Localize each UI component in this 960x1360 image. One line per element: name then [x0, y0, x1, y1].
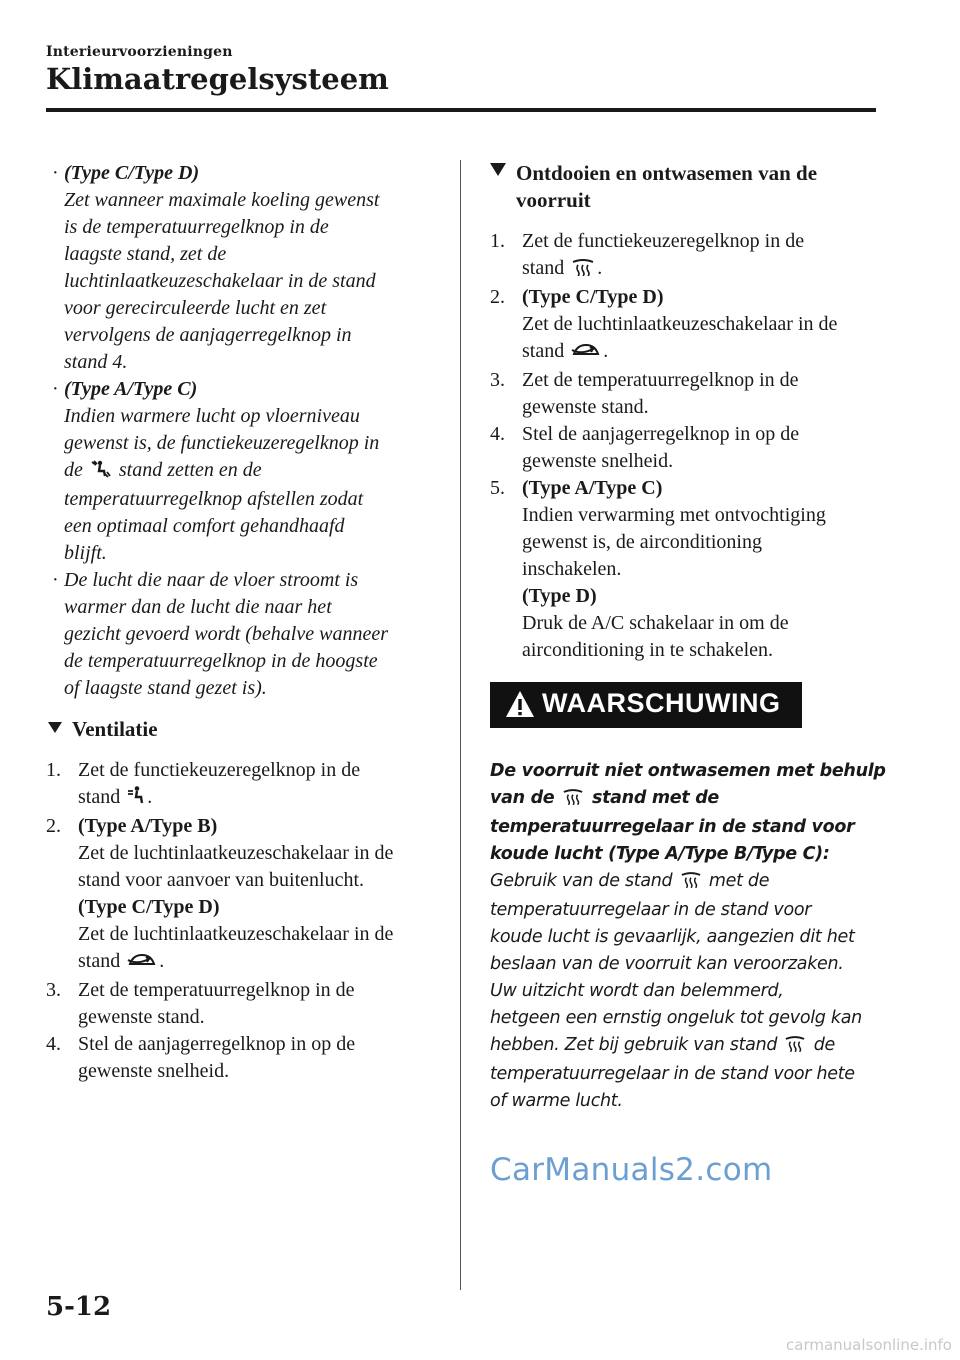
windshield-defrost-icon [784, 1034, 806, 1061]
warning-line [490, 1032, 890, 1061]
outside-air-mode-icon [571, 340, 601, 367]
bullet-dot: · [52, 162, 59, 184]
section-label: Interieurvoorzieningen [46, 44, 233, 60]
bullet-line: een optimaal comfort gehandhaafd [64, 515, 345, 537]
warning-line: koude lucht is gevaarlijk, aangezien dit het [490, 927, 855, 947]
step-line: airconditioning in te schakelen. [522, 639, 774, 661]
bullet-line: stand 4. [64, 351, 128, 373]
windshield-defrost-icon [571, 257, 595, 284]
text-fragment: . [147, 786, 153, 808]
bullet-line [64, 457, 441, 486]
warning-line: beslaan van de voorruit kan veroorzaken. [490, 954, 844, 974]
text-fragment: stand [78, 950, 121, 972]
warning-bold-line [490, 785, 890, 814]
text-fragment: . [603, 340, 609, 362]
right-column [490, 160, 890, 1115]
warning-banner [490, 682, 802, 728]
bullet-line: vervolgens de aanjagerregelknop in [64, 324, 352, 346]
page-title: Klimaatregelsysteem [46, 62, 389, 96]
step-item [46, 1031, 441, 1085]
step-item [490, 228, 890, 284]
warning-line [490, 868, 890, 897]
bullet-line: gezicht gevoerd wordt (behalve wanneer [64, 623, 388, 645]
warning-triangle-icon [504, 688, 536, 725]
step-line: gewenste stand. [522, 396, 649, 418]
bullet-line: de temperatuurregelknop in de hoogste [64, 650, 378, 672]
step-line [522, 338, 890, 367]
column-divider [460, 160, 461, 1290]
bullet-line: luchtinlaatkeuzeschakelaar in de stand [64, 270, 376, 292]
bullet-line: Zet wanneer maximale koeling gewenst [64, 189, 380, 211]
step-line [522, 255, 890, 284]
step-line: gewenste stand. [78, 1006, 205, 1028]
text-fragment: hebben. Zet bij gebruik van stand [490, 1035, 778, 1055]
bullet-line: voor gerecirculeerde lucht en zet [64, 297, 327, 319]
outside-air-mode-icon [127, 950, 157, 977]
text-fragment: de [813, 1035, 836, 1055]
step-line: Indien verwarming met ontvochtiging [522, 504, 826, 526]
bullet-item [46, 160, 441, 376]
step-line: Zet de functiekeuzeregelknop in de [78, 759, 361, 781]
step-subheading: (Type C/Type D) [522, 286, 664, 308]
text-fragment: . [597, 257, 603, 279]
step-line [78, 784, 441, 813]
section-heading-ventilation [46, 716, 441, 743]
step-number: 3. [46, 979, 61, 1001]
warning-label: WAARSCHUWING [542, 688, 781, 718]
warning-line: Uw uitzicht wordt dan belemmerd, [490, 981, 784, 1001]
step-line: Stel de aanjagerregelknop in op de [78, 1033, 356, 1055]
step-number: 4. [490, 423, 505, 445]
section-triangle-icon [490, 163, 506, 176]
left-column [46, 160, 441, 1085]
warning-line: hetgeen een ernstig ongeluk tot gevolg kan [490, 1008, 862, 1028]
section-heading-defrost [490, 160, 890, 214]
text-fragment: van de [490, 788, 555, 808]
step-line: Zet de luchtinlaatkeuzeschakelaar in de [78, 842, 394, 864]
windshield-defrost-icon [680, 870, 702, 897]
bullet-item [46, 376, 441, 567]
step-line: inschakelen. [522, 558, 622, 580]
bullet-line: blijft. [64, 542, 107, 564]
step-line [78, 948, 441, 977]
bullet-heading: (Type A/Type C) [64, 378, 198, 400]
step-item [490, 284, 890, 367]
watermark-logo: CarManuals2.com [490, 1152, 773, 1188]
text-fragment: de [64, 459, 83, 481]
bullet-line: of laagste stand gezet is). [64, 677, 267, 699]
bullet-line: Indien warmere lucht op vloerniveau [64, 405, 360, 427]
bullet-item [46, 567, 441, 702]
bullet-line: De lucht die naar de vloer stroomt is [64, 569, 359, 591]
step-line: Zet de temperatuurregelknop in de [522, 369, 799, 391]
warning-line: temperatuurregelaar in de stand voor [490, 900, 812, 920]
step-line: gewenste snelheid. [522, 450, 674, 472]
bullet-dot: · [52, 569, 59, 591]
text-fragment: stand met de [591, 788, 719, 808]
warning-line: temperatuurregelaar in de stand voor hete [490, 1064, 855, 1084]
section-triangle-icon [48, 722, 62, 733]
step-number: 3. [490, 369, 505, 391]
bullet-heading: (Type C/Type D) [64, 162, 200, 184]
warning-bold-line: temperatuurregelaar in de stand voor [490, 817, 855, 837]
step-line: gewenste snelheid. [78, 1060, 230, 1082]
step-item [490, 475, 890, 664]
section-title: Ventilatie [72, 717, 158, 741]
face-vent-mode-icon [127, 785, 145, 813]
warning-text [490, 758, 890, 1115]
text-fragment: stand [522, 340, 565, 362]
step-line: Zet de luchtinlaatkeuzeschakelaar in de [522, 313, 838, 335]
windshield-defrost-icon [562, 787, 584, 814]
step-item [490, 421, 890, 475]
bullet-line: warmer dan de lucht die naar het [64, 596, 332, 618]
page-number: 5-12 [46, 1292, 112, 1322]
text-fragment: stand [78, 786, 121, 808]
bullet-line: temperatuurregelknop afstellen zodat [64, 488, 364, 510]
text-fragment: met de [708, 871, 770, 891]
step-subheading: (Type A/Type B) [78, 815, 218, 837]
floor-defrost-mode-icon [90, 459, 112, 486]
bullet-line: gewenst is, de functiekeuzeregelknop in [64, 432, 380, 454]
warning-bold-line: koude lucht (Type A/Type B/Type C): [490, 844, 830, 864]
text-fragment: stand zetten en de [118, 459, 262, 481]
step-number: 1. [46, 759, 61, 781]
footer-watermark: carmanualsonline.info [786, 1336, 952, 1354]
warning-line: of warme lucht. [490, 1091, 623, 1111]
step-line: Druk de A/C schakelaar in om de [522, 612, 789, 634]
header-rule [46, 108, 876, 112]
step-number: 4. [46, 1033, 61, 1055]
step-subheading: (Type A/Type C) [522, 477, 663, 499]
step-number: 2. [46, 815, 61, 837]
text-fragment: Gebruik van de stand [490, 871, 673, 891]
section-title: voorruit [516, 188, 591, 212]
step-subheading: (Type D) [522, 585, 597, 607]
step-line: gewenst is, de airconditioning [522, 531, 762, 553]
step-line: Zet de luchtinlaatkeuzeschakelaar in de [78, 923, 394, 945]
warning-bold-line: De voorruit niet ontwasemen met behulp [490, 761, 886, 781]
step-number: 2. [490, 286, 505, 308]
step-list [46, 757, 441, 1085]
step-list [490, 228, 890, 664]
step-item [46, 977, 441, 1031]
bullet-dot: · [52, 378, 59, 400]
step-line: Zet de temperatuurregelknop in de [78, 979, 355, 1001]
step-line: Stel de aanjagerregelknop in op de [522, 423, 800, 445]
step-item [490, 367, 890, 421]
step-item [46, 757, 441, 813]
step-line: Zet de functiekeuzeregelknop in de [522, 230, 805, 252]
step-subheading: (Type C/Type D) [78, 896, 220, 918]
step-number: 5. [490, 477, 505, 499]
section-title: Ontdooien en ontwasemen van de [516, 161, 818, 185]
text-fragment: stand [522, 257, 565, 279]
step-item [46, 813, 441, 977]
bullet-line: is de temperatuurregelknop in de [64, 216, 329, 238]
step-number: 1. [490, 230, 505, 252]
text-fragment: . [159, 950, 165, 972]
step-line: stand voor aanvoer van buitenlucht. [78, 869, 365, 891]
bullet-line: laagste stand, zet de [64, 243, 227, 265]
